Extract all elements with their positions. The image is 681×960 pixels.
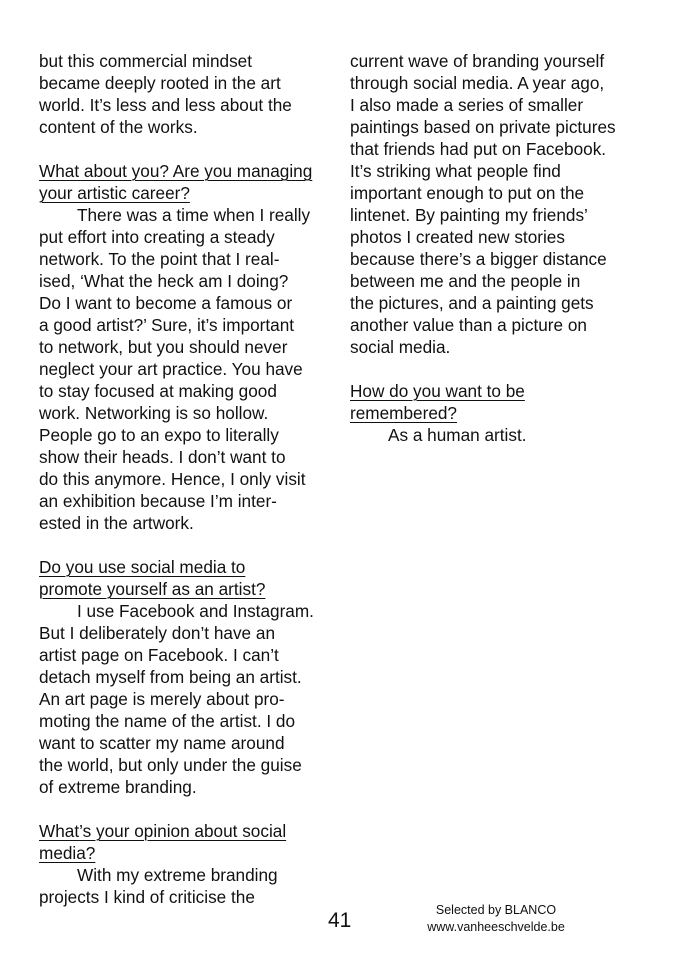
text-line: There was a time when I really bbox=[77, 205, 311, 225]
text-line: of extreme branding. bbox=[39, 777, 197, 797]
text-line: projects I kind of criticise the bbox=[39, 887, 255, 907]
text-line: that friends had put on Facebook. bbox=[350, 139, 607, 159]
text-line: neglect your art practice. You have bbox=[39, 359, 303, 379]
question-line: How do you want to be bbox=[350, 381, 525, 401]
text-line: ised, ‘What the heck am I doing? bbox=[39, 271, 289, 291]
text-line: photos I created new stories bbox=[350, 227, 565, 247]
question-line: promote yourself as an artist? bbox=[39, 579, 266, 599]
answer-social-media-promotion bbox=[39, 600, 339, 798]
text-line: because there’s a bigger distance bbox=[350, 249, 607, 269]
text-line: But I deliberately don’t have an bbox=[39, 623, 276, 643]
text-line: the pictures, and a painting gets bbox=[350, 293, 594, 313]
text-line: put effort into creating a steady bbox=[39, 227, 275, 247]
text-line: People go to an expo to literally bbox=[39, 425, 279, 445]
text-line: show their heads. I don’t want to bbox=[39, 447, 286, 467]
text-line: artist page on Facebook. I can’t bbox=[39, 645, 279, 665]
paragraph-intro-continued bbox=[39, 50, 339, 138]
paragraph-gap bbox=[350, 358, 650, 380]
text-line: another value than a picture on bbox=[350, 315, 587, 335]
text-line: network. To the point that I real- bbox=[39, 249, 280, 269]
text-line: current wave of branding yourself bbox=[350, 51, 605, 71]
text-line: paintings based on private pictures bbox=[350, 117, 616, 137]
text-line: important enough to put on the bbox=[350, 183, 585, 203]
question-line: What’s your opinion about social bbox=[39, 821, 287, 841]
text-line: to stay focused at making good bbox=[39, 381, 277, 401]
question-line: remembered? bbox=[350, 403, 457, 423]
question-line: your artistic career? bbox=[39, 183, 190, 203]
text-line: I use Facebook and Instagram. bbox=[77, 601, 314, 621]
text-line: social media. bbox=[350, 337, 451, 357]
text-line: to network, but you should never bbox=[39, 337, 288, 357]
text-line: but this commercial mindset bbox=[39, 51, 253, 71]
question-remembered bbox=[350, 380, 650, 424]
text-line: an exhibition because I’m inter- bbox=[39, 491, 277, 511]
text-line: detach myself from being an artist. bbox=[39, 667, 302, 687]
text-line: do this anymore. Hence, I only visit bbox=[39, 469, 306, 489]
text-line: content of the works. bbox=[39, 117, 198, 137]
paragraph-answer-continued bbox=[350, 50, 650, 358]
paragraph-gap bbox=[39, 798, 339, 820]
text-line: a good artist?’ Sure, it’s important bbox=[39, 315, 295, 335]
left-column bbox=[39, 50, 339, 908]
question-line: Do you use social media to bbox=[39, 557, 246, 577]
page-number: 41 bbox=[328, 909, 352, 932]
text-line: became deeply rooted in the art bbox=[39, 73, 281, 93]
question-social-media-promotion bbox=[39, 556, 339, 600]
paragraph-gap bbox=[39, 138, 339, 160]
right-column bbox=[350, 50, 650, 446]
text-line: I also made a series of smaller bbox=[350, 95, 584, 115]
text-line: It’s striking what people find bbox=[350, 161, 561, 181]
text-line: With my extreme branding bbox=[77, 865, 278, 885]
text-line: through social media. A year ago, bbox=[350, 73, 605, 93]
answer-career bbox=[39, 204, 339, 534]
text-line: the world, but only under the guise bbox=[39, 755, 302, 775]
answer-social-media-opinion bbox=[39, 864, 339, 908]
text-line: lintenet. By painting my friends’ bbox=[350, 205, 588, 225]
answer-remembered bbox=[350, 424, 650, 446]
credit-website: www.vanheeschvelde.be bbox=[427, 920, 565, 934]
text-line: work. Networking is so hollow. bbox=[39, 403, 269, 423]
credit-selected-by: Selected by BLANCO bbox=[435, 903, 557, 917]
text-line: want to scatter my name around bbox=[39, 733, 285, 753]
text-line: Do I want to become a famous or bbox=[39, 293, 293, 313]
text-line: world. It’s less and less about the bbox=[39, 95, 292, 115]
question-career bbox=[39, 160, 339, 204]
text-line: An art page is merely about pro- bbox=[39, 689, 285, 709]
paragraph-gap bbox=[39, 534, 339, 556]
footer-credit bbox=[416, 902, 576, 936]
text-line: ested in the artwork. bbox=[39, 513, 194, 533]
text-line: between me and the people in bbox=[350, 271, 581, 291]
text-line: As a human artist. bbox=[388, 425, 527, 445]
question-line: media? bbox=[39, 843, 96, 863]
question-social-media-opinion bbox=[39, 820, 339, 864]
question-line: What about you? Are you managing bbox=[39, 161, 313, 181]
text-line: moting the name of the artist. I do bbox=[39, 711, 296, 731]
